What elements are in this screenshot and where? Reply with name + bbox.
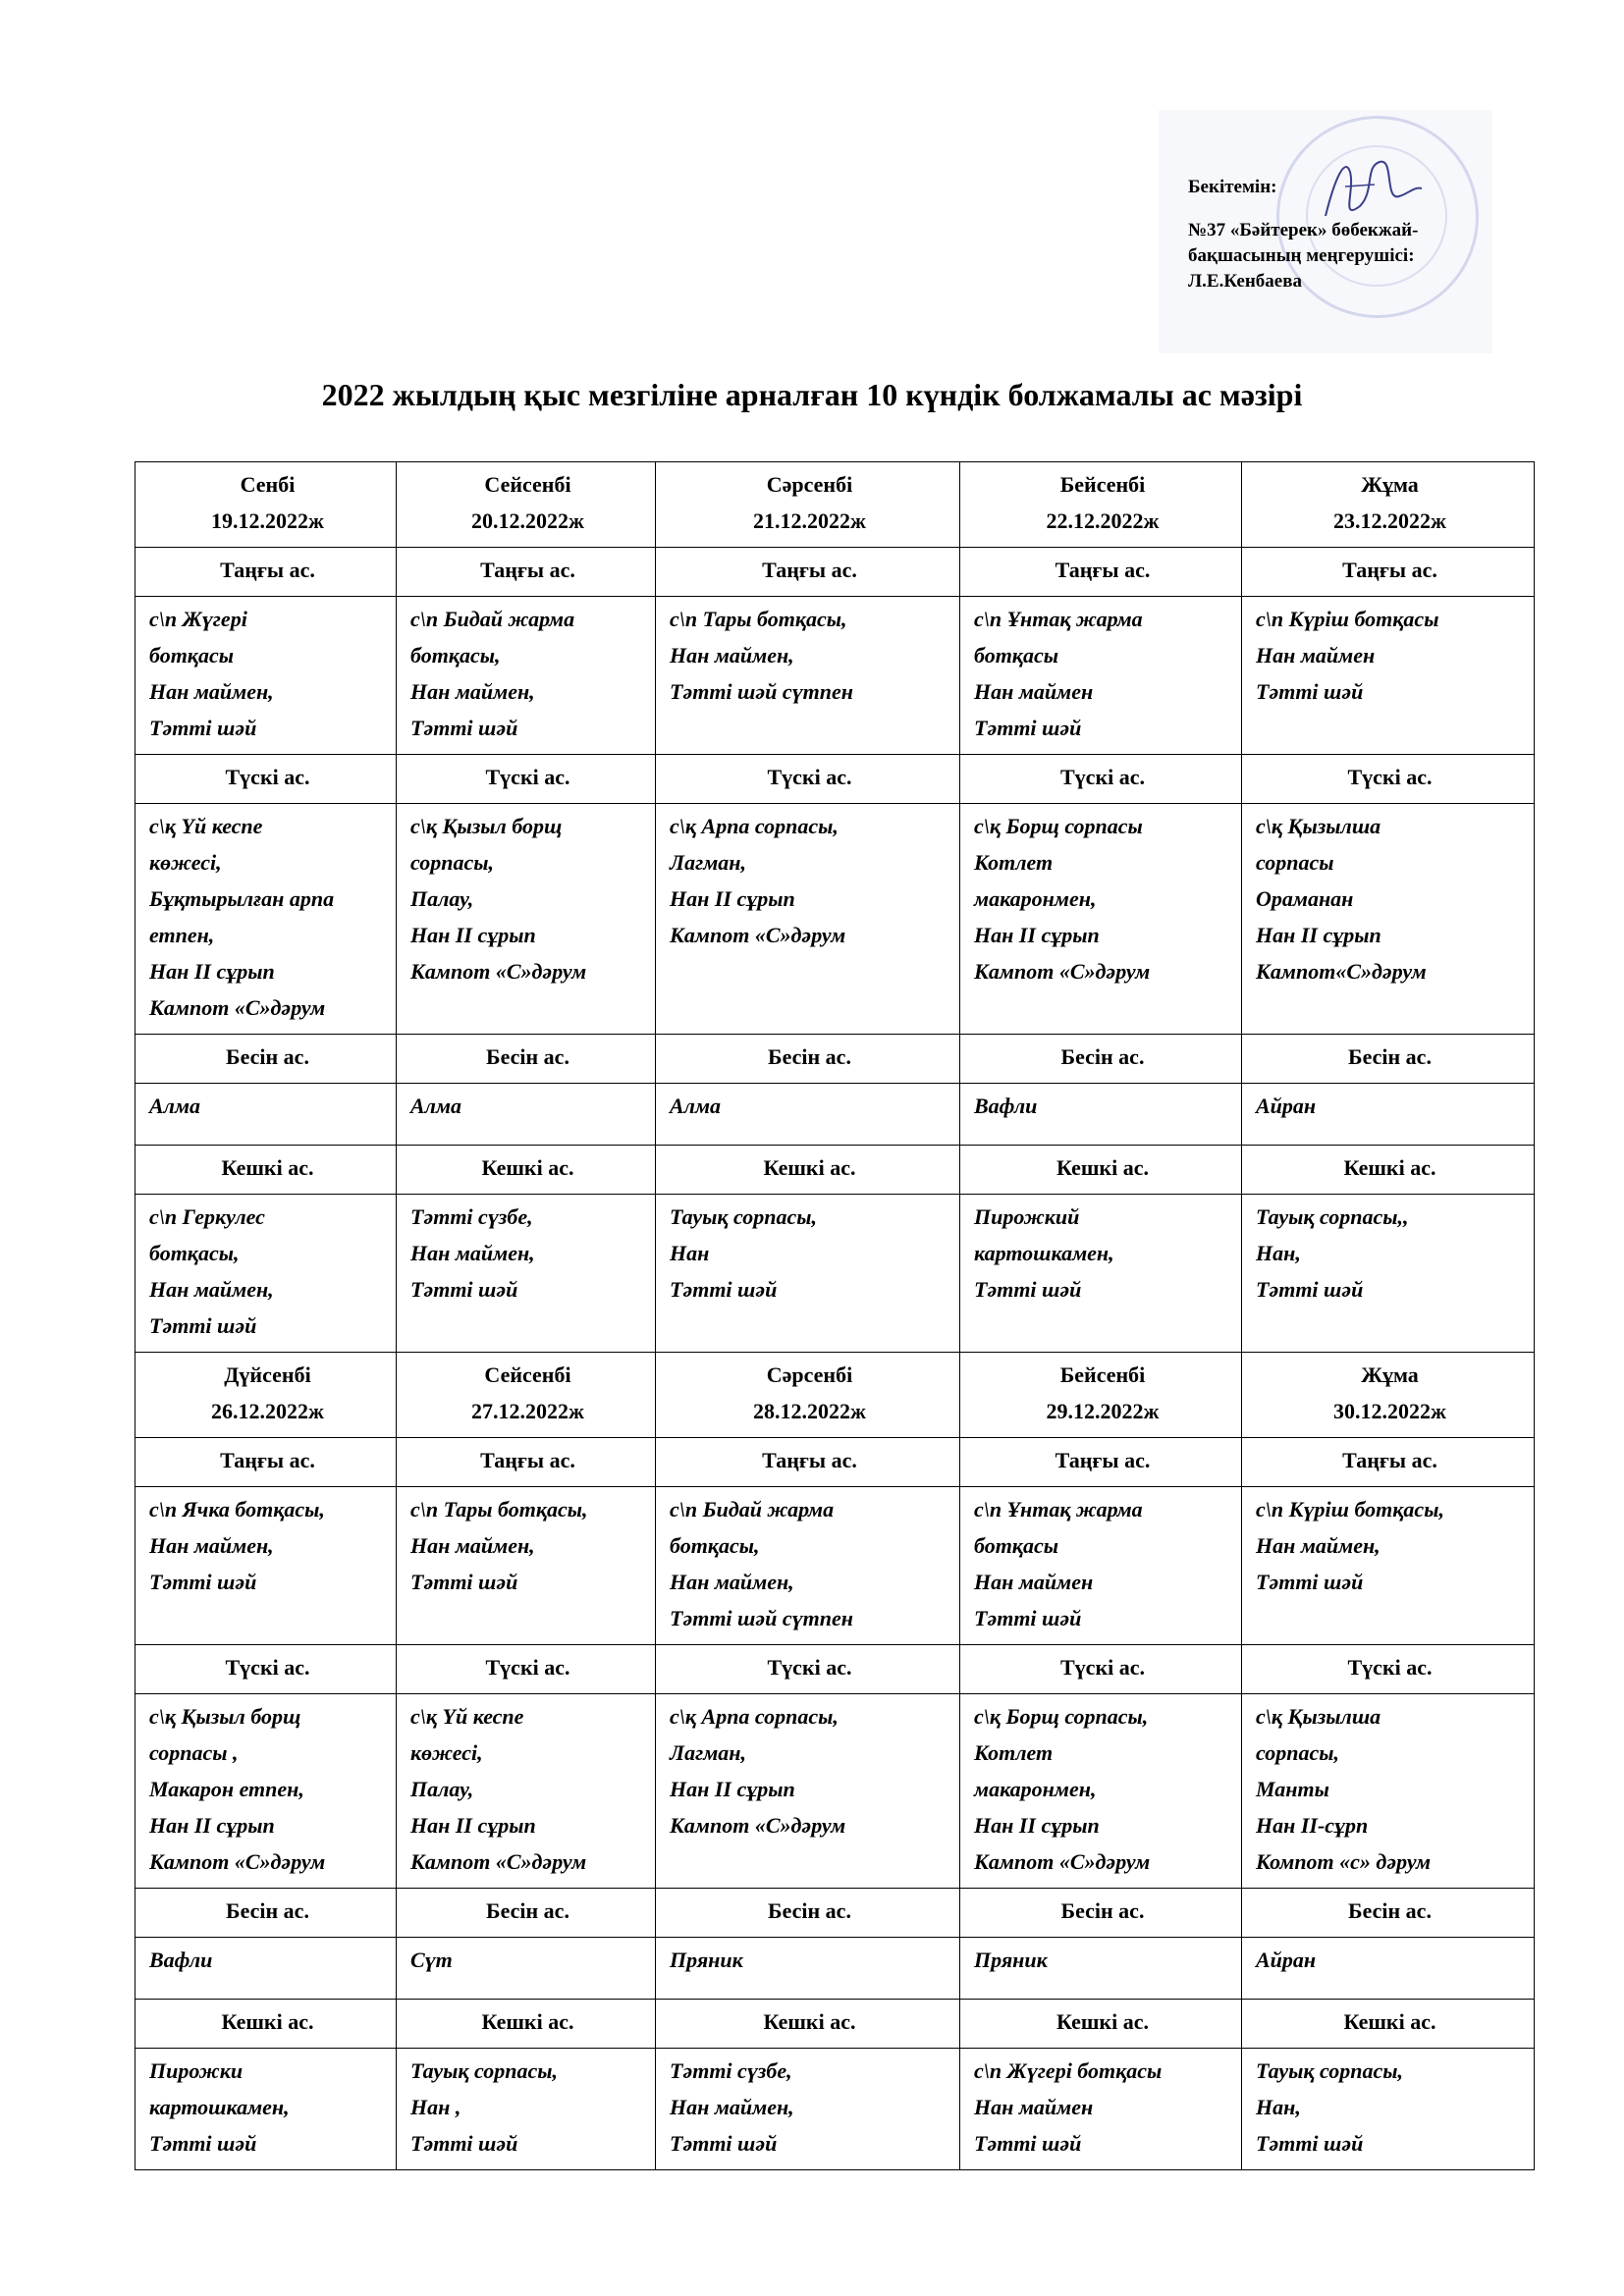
day-name: Сейсенбі bbox=[484, 472, 571, 497]
lunch-label: Түскі ас. bbox=[135, 1645, 397, 1694]
breakfast-label: Таңғы ас. bbox=[960, 1438, 1242, 1487]
snack-dish-cell: Сүт bbox=[397, 1938, 656, 2000]
day-name: Бейсенбі bbox=[1059, 1362, 1146, 1387]
snack-dish-cell: Пряник bbox=[960, 1938, 1242, 2000]
approval-line-4: Л.Е.Кенбаева bbox=[1188, 271, 1302, 292]
snack-dish-cell: Алма bbox=[656, 1084, 960, 1146]
breakfast-row bbox=[135, 1487, 1535, 1645]
dinner-label: Кешкі ас. bbox=[656, 1146, 960, 1195]
day-date: 30.12.2022ж bbox=[1333, 1399, 1446, 1423]
breakfast-dish-cell: с\п Күріш ботқасы Нан маймен Тәтті шәй bbox=[1242, 597, 1535, 755]
breakfast-label: Таңғы ас. bbox=[397, 1438, 656, 1487]
approval-block bbox=[1188, 175, 1418, 294]
breakfast-dish-cell: с\п Тары ботқасы, Нан маймен, Тәтті шәй bbox=[397, 1487, 656, 1645]
breakfast-label: Таңғы ас. bbox=[960, 548, 1242, 597]
day-date: 29.12.2022ж bbox=[1046, 1399, 1160, 1423]
day-name: Бейсенбі bbox=[1059, 472, 1146, 497]
snack-dish-cell: Айран bbox=[1242, 1938, 1535, 2000]
day-name: Сәрсенбі bbox=[766, 472, 853, 497]
snack-label: Бесін ас. bbox=[1242, 1889, 1535, 1938]
day-name: Жұма bbox=[1361, 1362, 1419, 1387]
snack-dish-cell: Вафли bbox=[135, 1938, 397, 2000]
lunch-row bbox=[135, 1694, 1535, 1889]
breakfast-label-row bbox=[135, 1438, 1535, 1487]
dinner-label: Кешкі ас. bbox=[960, 1146, 1242, 1195]
dinner-label-row bbox=[135, 1146, 1535, 1195]
lunch-label: Түскі ас. bbox=[135, 755, 397, 804]
snack-label: Бесін ас. bbox=[656, 1035, 960, 1084]
day-date: 21.12.2022ж bbox=[753, 508, 866, 533]
dinner-label: Кешкі ас. bbox=[397, 1146, 656, 1195]
day-header bbox=[397, 462, 656, 548]
breakfast-label: Таңғы ас. bbox=[656, 548, 960, 597]
day-name: Сенбі bbox=[240, 472, 296, 497]
day-header bbox=[135, 462, 397, 548]
lunch-label-row bbox=[135, 755, 1535, 804]
breakfast-label-row bbox=[135, 548, 1535, 597]
lunch-label-row bbox=[135, 1645, 1535, 1694]
day-header bbox=[656, 1353, 960, 1438]
snack-dish-cell: Алма bbox=[397, 1084, 656, 1146]
snack-label: Бесін ас. bbox=[397, 1889, 656, 1938]
snack-dish-cell: Айран bbox=[1242, 1084, 1535, 1146]
day-header bbox=[135, 1353, 397, 1438]
dinner-dish-cell: с\п Жүгері ботқасы Нан маймен Тәтті шәй bbox=[960, 2049, 1242, 2170]
breakfast-dish-cell: с\п Жүгері ботқасы Нан маймен, Тәтті шәй bbox=[135, 597, 397, 755]
breakfast-label: Таңғы ас. bbox=[1242, 1438, 1535, 1487]
breakfast-dish-cell: с\п Бидай жарма ботқасы, Нан маймен, Тәтті шәй bbox=[397, 597, 656, 755]
breakfast-dish-cell: с\п Тары ботқасы, Нан маймен, Тәтті шәй сүтпен bbox=[656, 597, 960, 755]
snack-label: Бесін ас. bbox=[960, 1889, 1242, 1938]
day-header bbox=[1242, 462, 1535, 548]
dinner-dish-cell: Пирожки картошкамен, Тәтті шәй bbox=[135, 2049, 397, 2170]
dinner-dish-cell: Пирожкий картошкамен, Тәтті шәй bbox=[960, 1195, 1242, 1353]
snack-label-row bbox=[135, 1889, 1535, 1938]
lunch-dish-cell: с\қ Қызыл борщ сорпасы , Макарон етпен, Нан ІІ сұрып Кампот «С»дәрум bbox=[135, 1694, 397, 1889]
lunch-label: Түскі ас. bbox=[656, 1645, 960, 1694]
dinner-row bbox=[135, 2049, 1535, 2170]
snack-row bbox=[135, 1084, 1535, 1146]
day-date: 20.12.2022ж bbox=[471, 508, 584, 533]
lunch-dish-cell: с\қ Арпа сорпасы, Лагман, Нан ІІ сұрып Кампот «С»дәрум bbox=[656, 804, 960, 1035]
dinner-label: Кешкі ас. bbox=[1242, 1146, 1535, 1195]
day-header bbox=[1242, 1353, 1535, 1438]
day-header bbox=[960, 462, 1242, 548]
snack-label: Бесін ас. bbox=[1242, 1035, 1535, 1084]
snack-label-row bbox=[135, 1035, 1535, 1084]
snack-dish-cell: Алма bbox=[135, 1084, 397, 1146]
breakfast-label: Таңғы ас. bbox=[135, 548, 397, 597]
day-date: 23.12.2022ж bbox=[1333, 508, 1446, 533]
snack-label: Бесін ас. bbox=[397, 1035, 656, 1084]
lunch-label: Түскі ас. bbox=[397, 755, 656, 804]
day-date: 28.12.2022ж bbox=[753, 1399, 866, 1423]
day-date: 27.12.2022ж bbox=[471, 1399, 584, 1423]
page-title: 2022 жылдың қыс мезгіліне арналған 10 күндік болжамалы ас мәзірі bbox=[321, 377, 1303, 412]
dinner-label: Кешкі ас. bbox=[135, 2000, 397, 2049]
snack-dish-cell: Вафли bbox=[960, 1084, 1242, 1146]
lunch-label: Түскі ас. bbox=[1242, 1645, 1535, 1694]
breakfast-dish-cell: с\п Күріш ботқасы, Нан маймен, Тәтті шәй bbox=[1242, 1487, 1535, 1645]
lunch-label: Түскі ас. bbox=[1242, 755, 1535, 804]
dinner-dish-cell: Тауық сорпасы,, Нан, Тәтті шәй bbox=[1242, 1195, 1535, 1353]
dinner-label: Кешкі ас. bbox=[397, 2000, 656, 2049]
breakfast-dish-cell: с\п Ячка ботқасы, Нан маймен, Тәтті шәй bbox=[135, 1487, 397, 1645]
breakfast-dish-cell: с\п Ұнтақ жарма ботқасы Нан маймен Тәтті шәй bbox=[960, 597, 1242, 755]
day-name: Дүйсенбі bbox=[224, 1362, 311, 1387]
breakfast-label: Таңғы ас. bbox=[656, 1438, 960, 1487]
breakfast-dish-cell: с\п Бидай жарма ботқасы, Нан маймен, Тәтті шәй сүтпен bbox=[656, 1487, 960, 1645]
dinner-label: Кешкі ас. bbox=[960, 2000, 1242, 2049]
dinner-row bbox=[135, 1195, 1535, 1353]
lunch-dish-cell: с\қ Борщ сорпасы Котлет макаронмен, Нан ІІ сұрып Кампот «С»дәрум bbox=[960, 804, 1242, 1035]
dinner-dish-cell: Тәтті сүзбе, Нан маймен, Тәтті шәй bbox=[397, 1195, 656, 1353]
snack-label: Бесін ас. bbox=[135, 1889, 397, 1938]
day-date: 22.12.2022ж bbox=[1046, 508, 1160, 533]
lunch-dish-cell: с\қ Арпа сорпасы, Лагман, Нан ІІ сұрып Кампот «С»дәрум bbox=[656, 1694, 960, 1889]
lunch-label: Түскі ас. bbox=[397, 1645, 656, 1694]
lunch-dish-cell: с\қ Қызылша сорпасы, Манты Нан ІІ-сұрп Компот «с» дәрум bbox=[1242, 1694, 1535, 1889]
lunch-dish-cell: с\қ Үй кеспе көжесі, Бұқтырылған арпа етпен, Нан ІІ сұрып Кампот «С»дәрум bbox=[135, 804, 397, 1035]
dinner-label-row bbox=[135, 2000, 1535, 2049]
lunch-label: Түскі ас. bbox=[656, 755, 960, 804]
day-name: Сейсенбі bbox=[484, 1362, 571, 1387]
snack-label: Бесін ас. bbox=[135, 1035, 397, 1084]
day-header-row bbox=[135, 462, 1535, 548]
lunch-dish-cell: с\қ Қызыл борщ сорпасы, Палау, Нан ІІ сұрып Кампот «С»дәрум bbox=[397, 804, 656, 1035]
breakfast-row bbox=[135, 597, 1535, 755]
day-header bbox=[960, 1353, 1242, 1438]
lunch-dish-cell: с\қ Борщ сорпасы, Котлет макаронмен, Нан ІІ сұрып Кампот «С»дәрум bbox=[960, 1694, 1242, 1889]
dinner-label: Кешкі ас. bbox=[135, 1146, 397, 1195]
day-date: 26.12.2022ж bbox=[211, 1399, 324, 1423]
lunch-label: Түскі ас. bbox=[960, 755, 1242, 804]
lunch-dish-cell: с\қ Қызылша сорпасы Ораманан Нан ІІ сұрып Кампот«С»дәрум bbox=[1242, 804, 1535, 1035]
dinner-dish-cell: Тауық сорпасы, Нан, Тәтті шәй bbox=[1242, 2049, 1535, 2170]
breakfast-label: Таңғы ас. bbox=[1242, 548, 1535, 597]
dinner-dish-cell: Тәтті сүзбе, Нан маймен, Тәтті шәй bbox=[656, 2049, 960, 2170]
dinner-label: Кешкі ас. bbox=[1242, 2000, 1535, 2049]
day-header bbox=[397, 1353, 656, 1438]
lunch-dish-cell: с\қ Үй кеспе көжесі, Палау, Нан ІІ сұрып Кампот «С»дәрум bbox=[397, 1694, 656, 1889]
day-header-row bbox=[135, 1353, 1535, 1438]
approval-line-3: бақшасының меңгерушісі: bbox=[1188, 245, 1415, 266]
dinner-dish-cell: Тауық сорпасы, Нан Тәтті шәй bbox=[656, 1195, 960, 1353]
breakfast-label: Таңғы ас. bbox=[397, 548, 656, 597]
menu-table bbox=[135, 461, 1535, 2170]
snack-label: Бесін ас. bbox=[656, 1889, 960, 1938]
approval-line-1: Бекітемін: bbox=[1188, 177, 1277, 197]
snack-label: Бесін ас. bbox=[960, 1035, 1242, 1084]
day-date: 19.12.2022ж bbox=[211, 508, 324, 533]
day-name: Жұма bbox=[1361, 472, 1419, 497]
approval-line-2: №37 «Бәйтерек» бөбекжай- bbox=[1188, 220, 1419, 240]
snack-row bbox=[135, 1938, 1535, 2000]
breakfast-label: Таңғы ас. bbox=[135, 1438, 397, 1487]
breakfast-dish-cell: с\п Ұнтақ жарма ботқасы Нан маймен Тәтті шәй bbox=[960, 1487, 1242, 1645]
lunch-row bbox=[135, 804, 1535, 1035]
dinner-dish-cell: с\п Геркулес ботқасы, Нан маймен, Тәтті шәй bbox=[135, 1195, 397, 1353]
day-name: Сәрсенбі bbox=[766, 1362, 853, 1387]
day-header bbox=[656, 462, 960, 548]
dinner-label: Кешкі ас. bbox=[656, 2000, 960, 2049]
dinner-dish-cell: Тауық сорпасы, Нан , Тәтті шәй bbox=[397, 2049, 656, 2170]
snack-dish-cell: Пряник bbox=[656, 1938, 960, 2000]
lunch-label: Түскі ас. bbox=[960, 1645, 1242, 1694]
